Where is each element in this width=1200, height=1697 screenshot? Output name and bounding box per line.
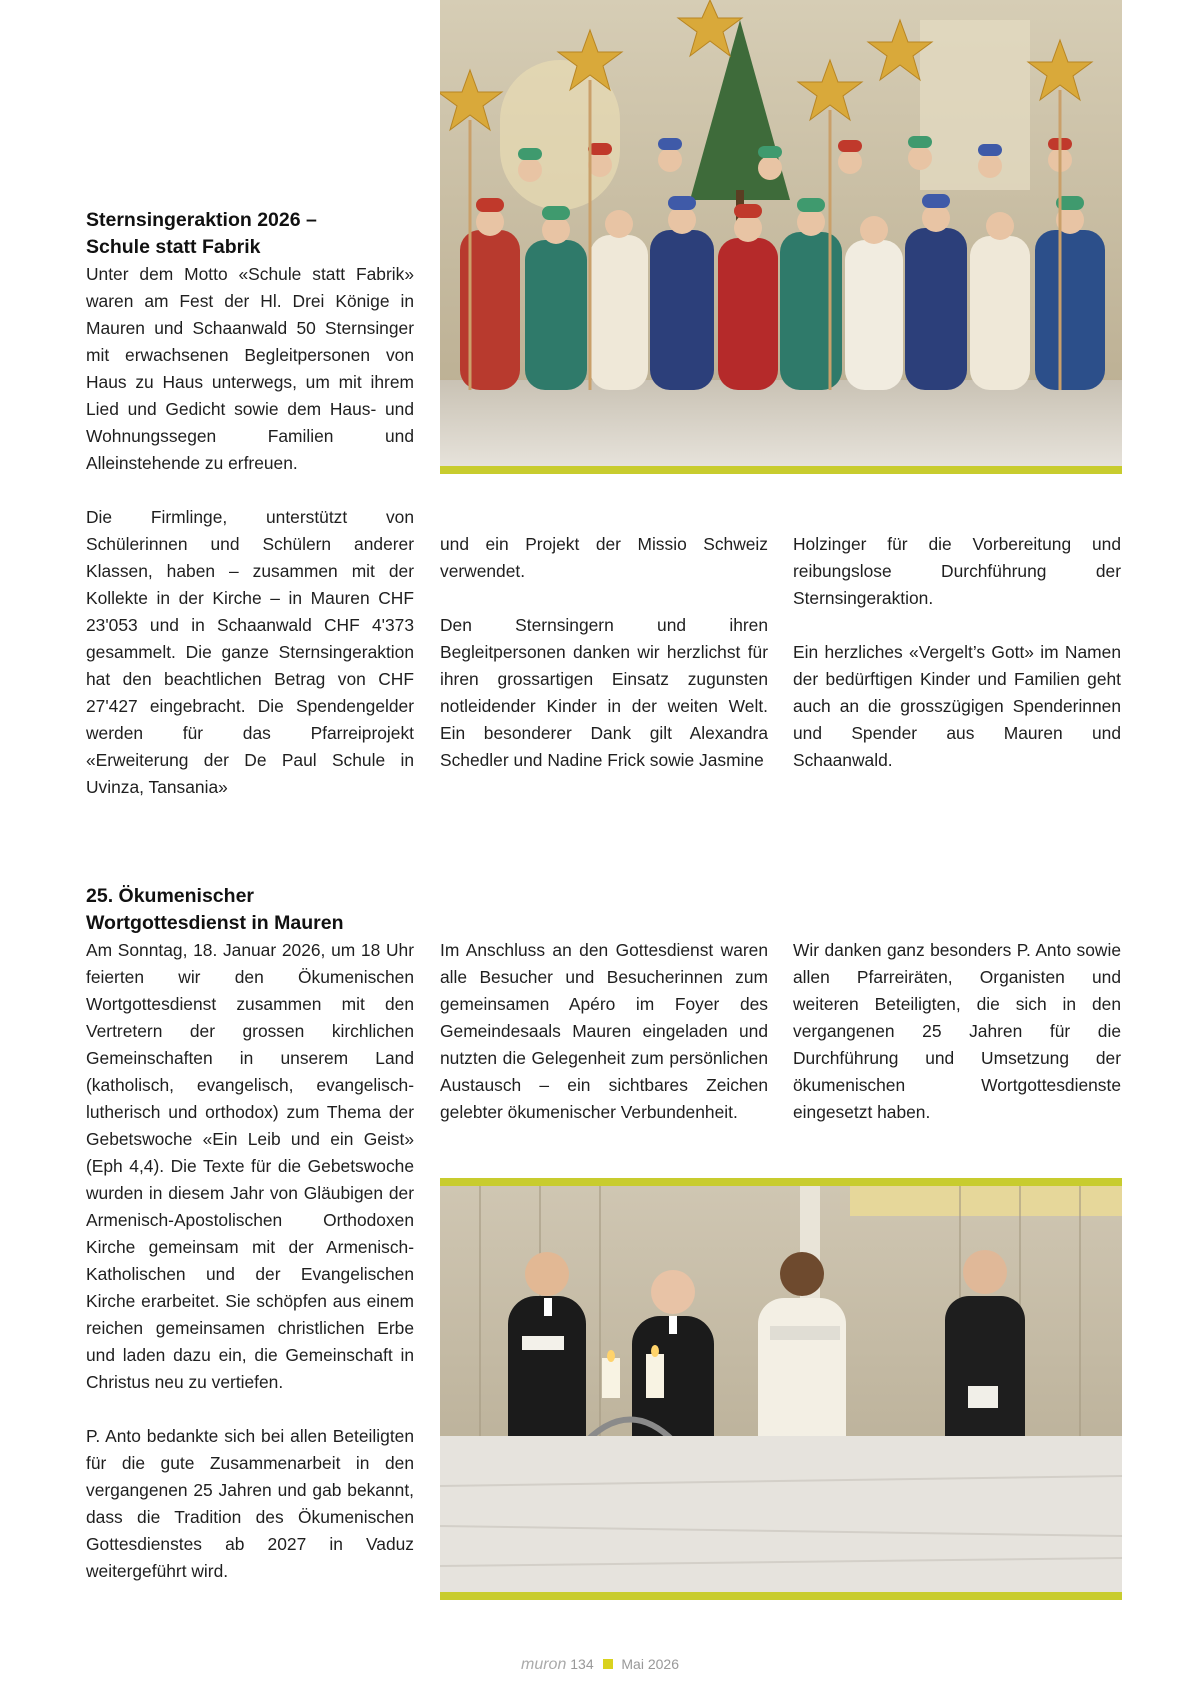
- sternsinger-group-photo: [440, 0, 1122, 466]
- article-oekumene-title: [86, 883, 426, 937]
- article-oekumene-title-line2: Wortgottesdienst in Mauren: [86, 912, 344, 934]
- paragraph: Im Anschluss an den Gottesdienst waren alle Besucher und Besucherinnen zum gemeinsamen Apéro im Foyer des Gemeindesaals Mauren eingeladen und nutzten die Gelegenheit zum persönlichen Austausch – ein sichtbares Zeichen gelebter ökumenischer Verbundenheit.: [440, 940, 768, 1122]
- oekumene-service-photo: [440, 1186, 1122, 1592]
- paragraph: Am Sonntag, 18. Januar 2026, um 18 Uhr feierten wir den Ökumenischen Wortgottesdienst zusammen mit den Vertretern der grossen kirchlichen Gemeinschaften in unserem Land (katholisch, evangelisch, evangelisch-lutherisch und orthodox) zum Thema der Gebetswoche «Ein Leib und ein Geist» (Eph 4,4). Die Texte für die Gebetswoche wurden in diesem Jahr von Gläubigen der Armenisch-Apostolischen Orthodoxen Kirche gemeinsam mit der Armenisch-Katholischen und der Evangelischen Kirche erarbeitet. Sie schöpfen aus einem reichen gemeinsamen christlichen Erbe und laden dazu ein, die Gemeinschaft in Christus neu zu vertiefen.: [86, 940, 414, 1392]
- article-sternsinger-title-line1: Sternsingeraktion 2026 –: [86, 209, 317, 231]
- article-sternsinger-title: [86, 207, 426, 261]
- article-oekumene-title-line1: 25. Ökumenischer: [86, 885, 254, 907]
- paragraph: Unter dem Motto «Schule statt Fabrik» waren am Fest der Hl. Drei Könige in Mauren und Schaanwald 50 Sternsinger mit erwachsenen Begleitpersonen von Haus zu Haus unterwegs, um mit ihrem Lied und Gedicht sowie dem Haus- und Wohnungssegen Familien und Alleinstehende zu erfreuen.: [86, 264, 414, 473]
- article-sternsinger-title-line2: Schule statt Fabrik: [86, 236, 261, 258]
- footer-date: Mai 2026: [621, 1656, 679, 1672]
- footer-issue-number: 134: [570, 1656, 594, 1672]
- oekumene-photo-illustration: [440, 1186, 1122, 1592]
- footer-brand: muron: [521, 1656, 567, 1673]
- article-sternsinger-column-3: [793, 531, 1121, 774]
- paragraph: Ein herzliches «Vergelt’s Gott» im Namen der bedürftigen Kinder und Familien geht auch an die grosszügigen Spenderinnen und Spender aus Mauren und Schaanwald.: [793, 642, 1121, 770]
- photo-accent-bar: [440, 1178, 1122, 1186]
- paragraph: und ein Projekt der Missio Schweiz verwendet.: [440, 534, 768, 581]
- photo-accent-bar: [440, 466, 1122, 474]
- article-sternsinger-column-2: [440, 531, 768, 774]
- photo-accent-bar: [440, 1592, 1122, 1600]
- sternsinger-photo-illustration: [440, 0, 1122, 466]
- article-oekumene-column-2: [440, 937, 768, 1126]
- article-sternsinger-column-1: [86, 261, 414, 801]
- paragraph: Die Firmlinge, unterstützt von Schülerinnen und Schülern anderer Klassen, haben – zusammen mit der Kollekte in der Kirche – in Mauren CHF 23'053 und in Schaanwald CHF 4'373 gesammelt. Die ganze Sternsingeraktion hat den beachtlichen Betrag von CHF 27'427 eingebracht. Die Spendengelder werden für das Pfarreiprojekt «Erweiterung der De Paul Schule in Uvinza, Tansania»: [86, 507, 414, 797]
- page-footer: [0, 1656, 1200, 1674]
- footer-square-icon: [603, 1659, 613, 1669]
- paragraph: Den Sternsingern und ihren Begleitpersonen danken wir herzlichst für ihren grossartigen Einsatz zugunsten notleidender Kinder in der weiten Welt. Ein besonderer Dank gilt Alexandra Schedler und Nadine Frick sowie Jasmine: [440, 615, 768, 770]
- article-oekumene-column-3: [793, 937, 1121, 1126]
- paragraph: P. Anto bedankte sich bei allen Beteiligten für die gute Zusammenarbeit in den vergangenen 25 Jahren und gab bekannt, dass die Tradition des Ökumenischen Gottesdienstes ab 2027 in Vaduz weitergeführt wird.: [86, 1426, 414, 1581]
- article-oekumene-column-1: [86, 937, 414, 1585]
- paragraph: Holzinger für die Vorbereitung und reibungslose Durchführung der Sternsingeraktion.: [793, 534, 1121, 608]
- paragraph: Wir danken ganz besonders P. Anto sowie allen Pfarreiräten, Organisten und weiteren Beteiligten, die sich in den vergangenen 25 Jahren für die Durchführung und Umsetzung der ökumenischen Wortgottesdienste eingesetzt haben.: [793, 940, 1121, 1122]
